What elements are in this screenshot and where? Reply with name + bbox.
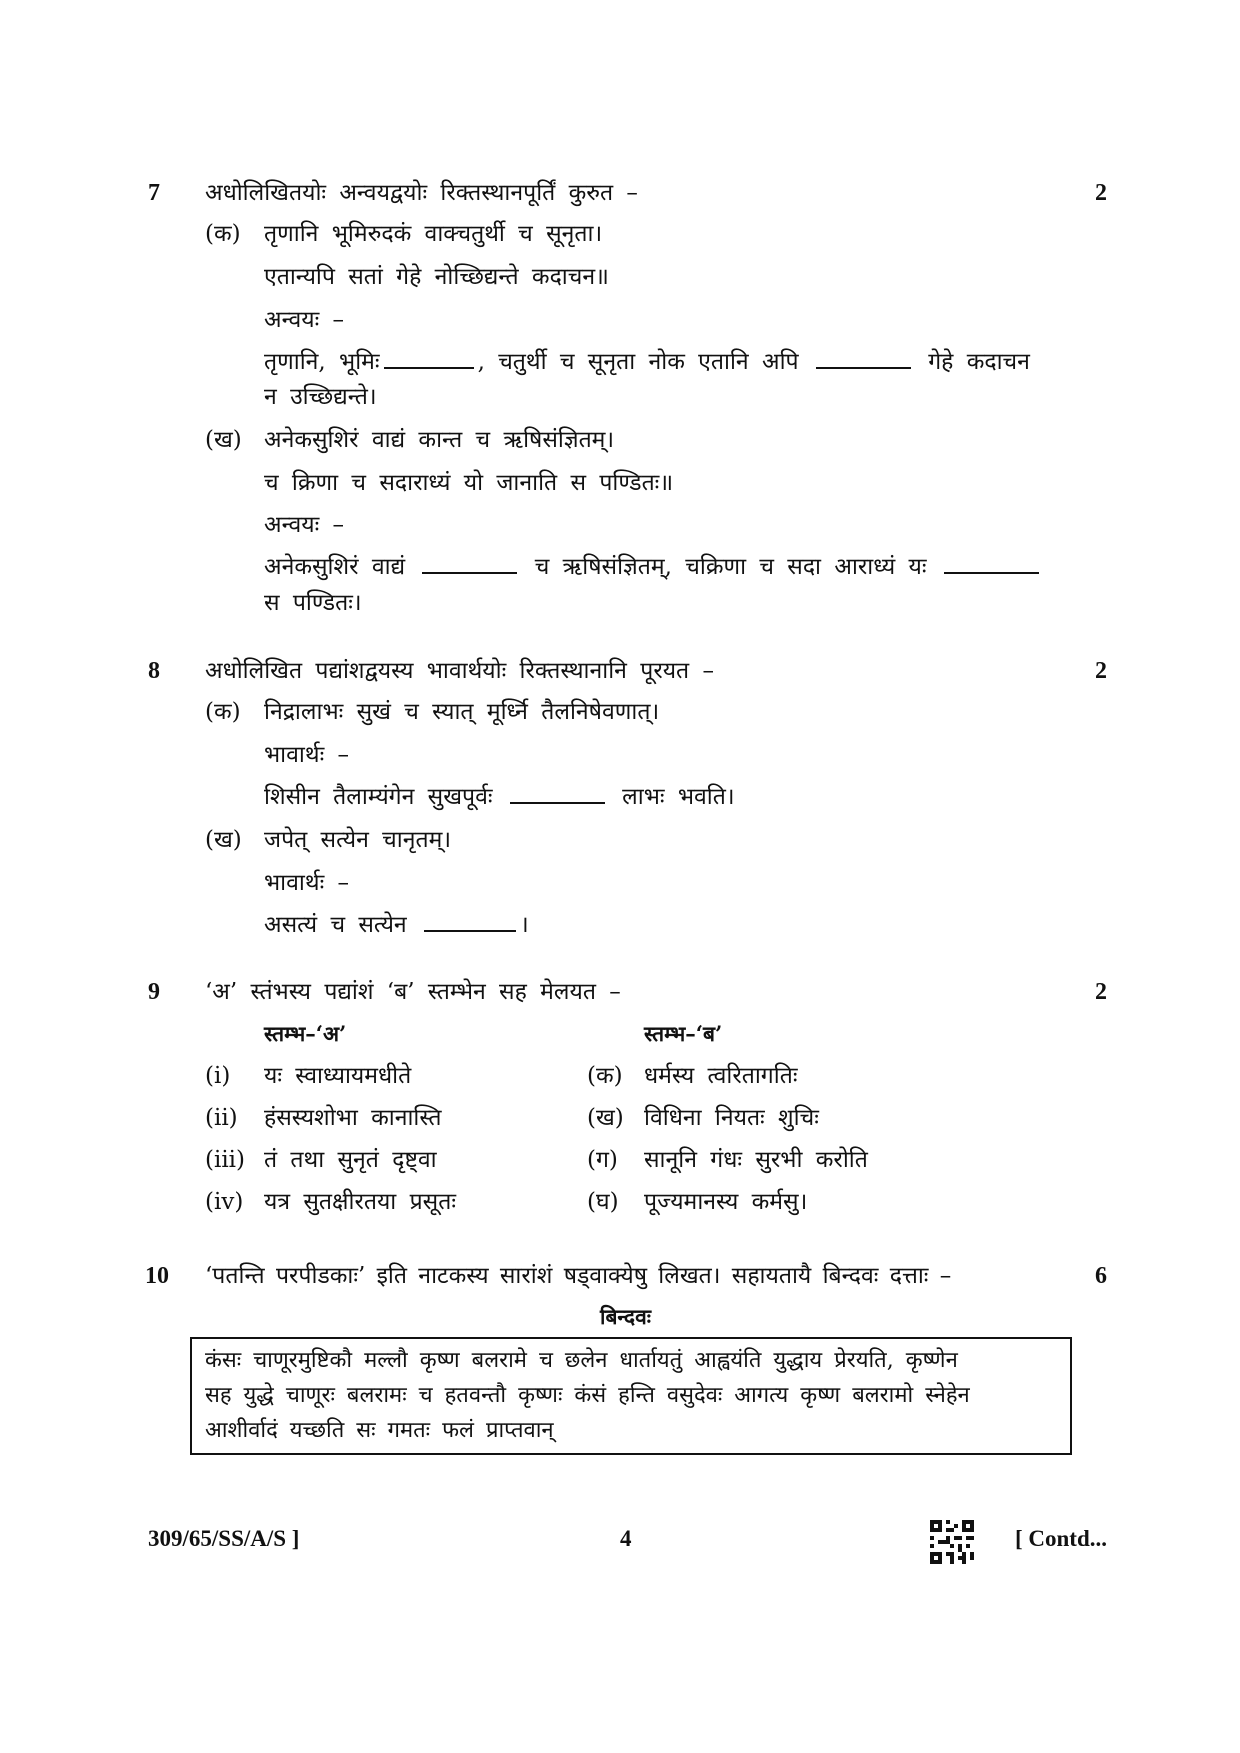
q7-ka-verse1: तृणानि भूमिरुदकं वाक्चतुर्थी च सूनृता। — [264, 221, 603, 247]
q10-prompt: ‘पतन्ति परपीडकाः’ इति नाटकस्य सारांशं षड्वाक्येषु लिखत। सहायतायै बिन्दवः दत्ताः – — [205, 1263, 952, 1289]
q10-box-line2: सह युद्धे चाणूरः बलरामः च हतवन्तौ कृष्णः कंसं हन्ति वसुदेवः आगत्य कृष्ण बलरामो स्नेहेन — [205, 1383, 970, 1408]
q8-kha-fill-b: । — [520, 912, 529, 938]
q9-marks: 2 — [1095, 979, 1107, 1005]
q9-row3-num: (iii) — [205, 1147, 246, 1173]
q9-row4-lb: (घ) — [587, 1189, 619, 1215]
q9-number: 9 — [148, 979, 160, 1005]
q9-col-b-head: स्तम्भ–‘ब’ — [644, 1021, 723, 1046]
q9-row1-a: यः स्वाध्यायमधीते — [264, 1063, 412, 1089]
q7-ka-fill-a: तृणानि, भूमिः — [264, 349, 380, 375]
q9-row2-lb: (ख) — [587, 1105, 624, 1131]
q10-box-line1: कंसः चाणूरमुष्टिकौ मल्लौ कृष्ण बलरामे च छलेन धार्तायतुं आह्वयंति युद्धाय प्रेरयति, कृष्णेन — [205, 1348, 958, 1373]
q8-ka-bhava-label: भावार्थः – — [264, 742, 350, 768]
q7-prompt: अधोलिखितयोः अन्वयद्वयोः रिक्तस्थानपूर्तिं कुरुत – — [205, 180, 638, 206]
q8-number: 8 — [148, 658, 160, 684]
footer-page-number: 4 — [620, 1526, 632, 1551]
q9-row4-b: पूज्यमानस्य कर्मसु। — [644, 1189, 808, 1215]
q7-kha-fill-a: अनेकसुशिरं वाद्यं — [264, 554, 406, 580]
q9-row3-b: सानूनि गंधः सुरभी करोति — [644, 1147, 868, 1173]
q8-ka-bhava-line — [264, 782, 735, 812]
q9-row4-num: (iv) — [205, 1189, 244, 1215]
q7-ka-verse2: एतान्यपि सतां गेहे नोच्छिद्यन्ते कदाचन॥ — [264, 264, 609, 290]
q7-ka-label: (क) — [205, 221, 241, 247]
q7-marks: 2 — [1095, 180, 1107, 206]
q7-ka-fill-b: , चतुर्थी च सूनृता नोक एतानि अपि — [477, 349, 799, 375]
q7-kha-anvaya-line — [264, 552, 1043, 582]
q7-ka-fill-d: न उच्छिद्यन्ते। — [264, 384, 377, 410]
q7-number: 7 — [148, 180, 160, 206]
q8-kha-fill-a: असत्यं च सत्येन — [264, 912, 407, 938]
q9-col-a-head: स्तम्भ–‘अ’ — [264, 1021, 347, 1046]
q8-marks: 2 — [1095, 658, 1107, 684]
q9-row4-a: यत्र सुतक्षीरतया प्रसूतः — [264, 1189, 456, 1215]
q7-kha-verse2: च क्रिणा च सदाराध्यं यो जानाति स पण्डितः॥ — [264, 470, 674, 496]
q9-prompt: ‘अ’ स्तंभस्य पद्यांशं ‘ब’ स्तम्भेन सह मेलयत – — [205, 979, 621, 1005]
q9-row3-a: तं तथा सुनृतं दृष्ट्वा — [264, 1147, 437, 1173]
q8-kha-verse: जपेत् सत्येन चानृतम्। — [264, 827, 452, 853]
q9-row1-num: (i) — [205, 1063, 231, 1089]
q7-kha-blank-2[interactable] — [944, 552, 1039, 574]
q7-ka-anvaya-line — [264, 347, 1030, 377]
footer-contd: [ Contd... — [1015, 1526, 1108, 1551]
q8-ka-label: (क) — [205, 699, 241, 725]
q8-ka-fill-a: शिसीन तैलाम्यंगेन सुखपूर्वः — [264, 784, 493, 810]
q7-ka-blank-1[interactable] — [384, 347, 474, 369]
q8-ka-blank[interactable] — [510, 782, 605, 804]
q9-row2-b: विधिना नियतः शुचिः — [644, 1105, 819, 1131]
q8-ka-fill-b: लाभः भवति। — [622, 784, 735, 810]
q7-ka-fill-c: गेहे कदाचन — [928, 349, 1030, 375]
q7-kha-fill-c: स पण्डितः। — [264, 590, 362, 616]
q9-row3-lb: (ग) — [587, 1147, 618, 1173]
q7-kha-blank-1[interactable] — [422, 552, 517, 574]
q9-row1-lb: (क) — [587, 1063, 623, 1089]
q10-number: 10 — [145, 1263, 169, 1289]
q9-row2-a: हंसस्यशोभा कानास्ति — [264, 1105, 442, 1131]
q8-prompt: अधोलिखित पद्यांशद्वयस्य भावार्थयोः रिक्तस्थानानि पूरयत – — [205, 658, 714, 684]
q7-kha-anvaya-label: अन्वयः – — [264, 512, 345, 538]
footer-paper-code: 309/65/SS/A/S ] — [148, 1526, 300, 1551]
q8-kha-label: (ख) — [205, 827, 242, 853]
q9-row1-b: धर्मस्य त्वरितागतिः — [644, 1063, 798, 1089]
q7-kha-fill-b: च ऋषिसंज्ञितम्, चक्रिणा च सदा आराध्यं यः — [534, 554, 927, 580]
q8-kha-blank[interactable] — [424, 910, 516, 932]
q10-points-head: बिन्दवः — [600, 1304, 651, 1329]
q10-marks: 6 — [1095, 1263, 1107, 1289]
qr-code-icon — [930, 1520, 974, 1564]
q8-kha-bhava-label: भावार्थः – — [264, 870, 350, 896]
q7-kha-verse1: अनेकसुशिरं वाद्यं कान्त च ऋषिसंज्ञितम्। — [264, 427, 615, 453]
q7-ka-blank-2[interactable] — [816, 347, 911, 369]
q7-kha-label: (ख) — [205, 427, 242, 453]
q7-ka-anvaya-label: अन्वयः – — [264, 307, 345, 333]
q9-row2-num: (ii) — [205, 1105, 238, 1131]
q10-box-line3: आशीर्वादं यच्छति सः गमतः फलं प्राप्तवान् — [205, 1418, 554, 1443]
q8-kha-bhava-line — [264, 910, 529, 940]
q8-ka-verse: निद्रालाभः सुखं च स्यात् मूर्ध्नि तैलनिषेवणात्। — [264, 699, 660, 725]
